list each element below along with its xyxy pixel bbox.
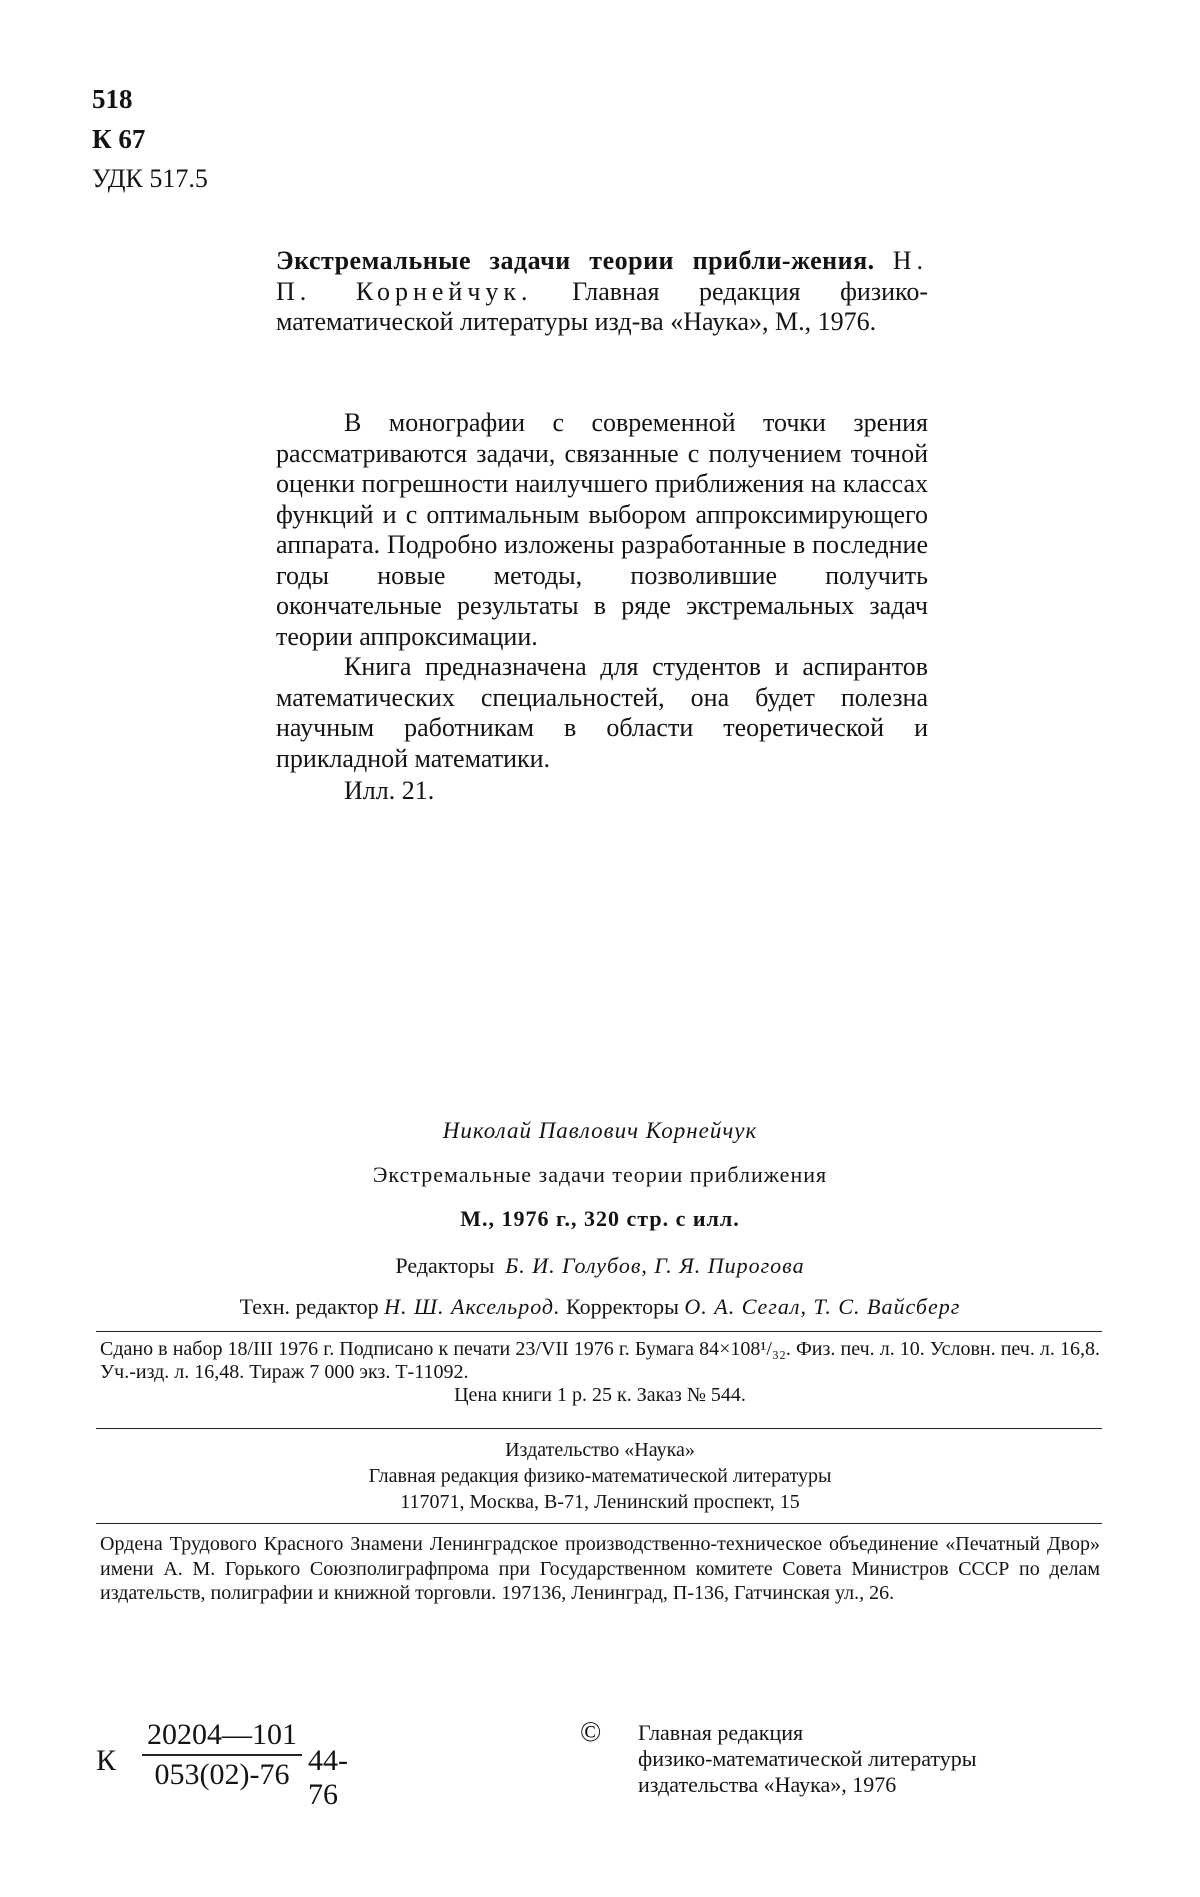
publisher-dept: Главная редакция физико-математической литературы — [368, 1465, 832, 1487]
copyright-line-2: физико-математической литературы — [638, 1746, 977, 1771]
copyright-line-1: Главная редакция — [638, 1720, 804, 1745]
publisher-address: 117071, Москва, В-71, Ленинский проспект, 15 — [400, 1491, 800, 1513]
print-info-line-2: Цена книги 1 р. 25 к. Заказ № 544. — [454, 1384, 746, 1406]
tech-editor-name: Н. Ш. Аксельрод. — [384, 1294, 561, 1319]
index-letter: К — [96, 1744, 117, 1777]
abstract — [276, 408, 928, 807]
book-author: Н. П. Корнейчук. — [276, 246, 928, 306]
book-publication: Главная редакция физико-математической литературы изд-ва «Наука», М., 1976. — [276, 276, 928, 336]
bibliographic-entry — [276, 246, 928, 338]
book-title: Экстремальные задачи теории прибли-жения. — [276, 246, 875, 275]
bbk-code: 518 — [92, 84, 133, 114]
copyright-icon: © — [580, 1717, 602, 1748]
index-fraction — [142, 1718, 302, 1792]
correctors-label: Корректоры — [566, 1294, 679, 1319]
abstract-paragraph-2: Книга предназначена для студентов и аспирантов математических специальностей, она будет полезна научным работникам в области теоретической и прикладной математики. — [276, 652, 928, 773]
print-info — [100, 1338, 1100, 1407]
author-full-name: Николай Павлович Корнейчук — [442, 1118, 758, 1143]
publisher-block — [110, 1437, 1090, 1515]
imprint-details: М., 1976 г., 320 стр. с илл. — [460, 1206, 740, 1231]
publisher-name: Издательство «Наука» — [505, 1439, 695, 1461]
correctors-names: О. А. Сегал, Т. С. Вайсберг — [684, 1294, 961, 1319]
divider — [96, 1523, 1102, 1524]
tech-editor-label: Техн. редактор — [239, 1294, 379, 1319]
print-info-line-1: Сдано в набор 18/III 1976 г. Подписано к печати 23/VII 1976 г. Бумага 84×108¹/₃₂. Физ. печ. л. 10. Условн. печ. л. 16,8. Уч.-изд. л. 16,48. Тираж 7 000 экз. Т-11092. — [100, 1338, 1100, 1383]
copyright-line-3: издательства «Наука», 1976 — [638, 1772, 897, 1797]
abstract-paragraph-1: В монографии с современной точки зрения рассматриваются задачи, связанные с получением точной оценки погрешности наилучшего приближения на классах функций и с оптимальным выбором аппроксимирующего аппарата. Подробно изложены разработанные в последние годы новые методы, позволившие получить окончательные результаты в ряде экстремальных задач теории аппроксимации. — [276, 408, 928, 651]
illustrations-count: Илл. 21. — [344, 776, 435, 805]
editors-names: Б. И. Голубов, Г. Я. Пирогова — [505, 1253, 805, 1278]
index-denominator: 053(02)-76 — [154, 1758, 290, 1791]
printer-info: Ордена Трудового Красного Знамени Ленинградское производственно-техническое объединение «Печатный Двор» имени А. М. Горького Союзполиграфпрома при Государственном комитете Совета Министров СССР по делам издательств, полиграфии и книжной торговли. 197136, Ленинград, П-136, Гатчинская ул., 26. — [100, 1533, 1100, 1604]
index-suffix: 44-76 — [308, 1744, 348, 1811]
divider — [96, 1331, 1102, 1332]
technical-editor-line — [120, 1294, 1080, 1320]
index-numerator: 20204—101 — [142, 1718, 302, 1756]
udc-code: УДК 517.5 — [92, 164, 208, 193]
imprint-title: Экстремальные задачи теории приближения — [372, 1162, 828, 1187]
divider — [96, 1428, 1102, 1429]
author-mark: К 67 — [92, 124, 146, 154]
editors-line — [110, 1253, 1090, 1279]
editors-label: Редакторы — [395, 1253, 495, 1278]
